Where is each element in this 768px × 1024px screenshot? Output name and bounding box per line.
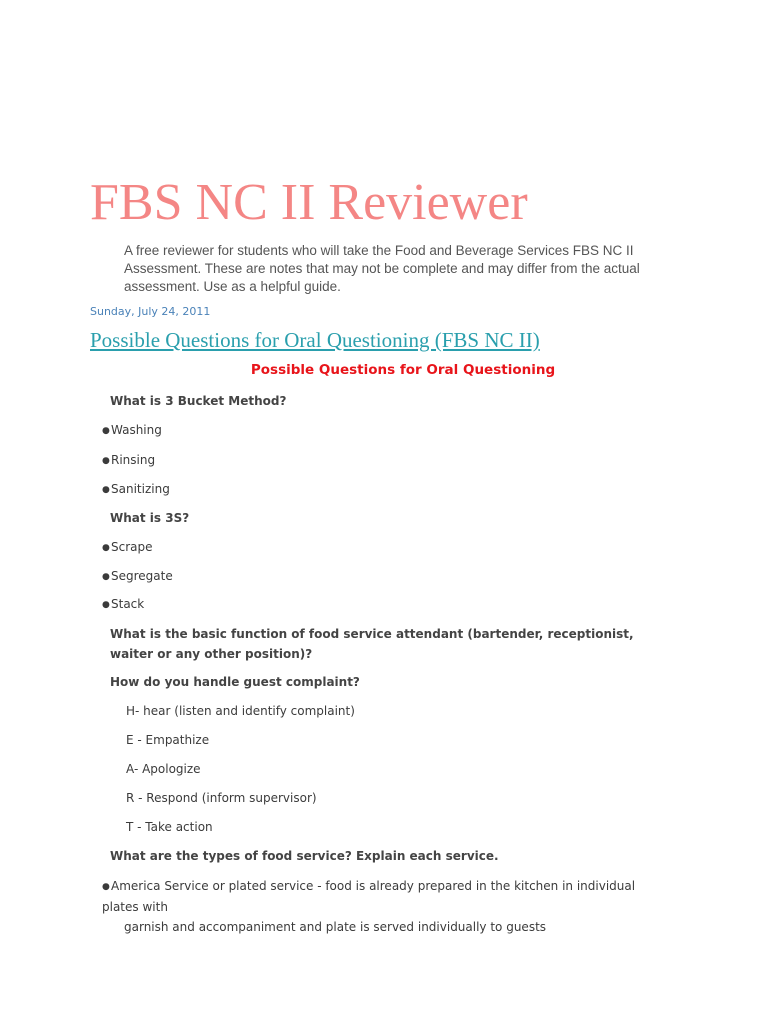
list-item-stack [102,594,144,615]
list-item-scrape [102,537,153,558]
blog-description: A free reviewer for students who will take the Food and Beverage Services FBS NC II Assessment. These are notes that may not be complete and may differ from the actual assessment. Use as a helpful guide. [124,243,640,294]
heart-item-e: E - Empathize [126,733,210,747]
list-item-label: Scrape [111,540,153,554]
list-item-washing [102,420,162,441]
service-line-2: garnish and accompaniment and plate is served individually to guests [124,920,547,934]
bullet-icon: ● [102,882,110,892]
bullet-icon: ● [102,600,110,610]
bullet-icon: ● [102,456,110,466]
service-line-1: America Service or plated service - food is already prepared in the kitchen in individual plates with [102,879,636,914]
list-item-sanitizing [102,479,170,500]
question-food-service-types: What are the types of food service? Explain each service. [110,849,499,863]
heart-item-h: H- hear (listen and identify complaint) [126,704,355,718]
heart-item-r: R - Respond (inform supervisor) [126,791,317,805]
list-item-segregate [102,566,173,587]
list-item-rinsing [102,450,155,471]
list-item-label: Stack [111,597,145,611]
question-guest-complaint: How do you handle guest complaint? [110,675,360,689]
heart-item-t: T - Take action [126,820,213,834]
blog-title[interactable]: FBS NC II Reviewer [90,174,528,231]
list-item-american-service [102,876,672,937]
list-item-label: Sanitizing [111,482,170,496]
post-title-link[interactable]: Possible Questions for Oral Questioning (FBS NC II) [90,328,540,352]
post-heading: Possible Questions for Oral Questioning [250,362,556,378]
heart-item-a: A- Apologize [126,762,201,776]
bullet-icon: ● [102,426,110,436]
list-item-label: Segregate [111,569,173,583]
question-basic-function: What is the basic function of food service attendant (bartender, receptionist, waiter or any other position)? [110,627,634,661]
bullet-icon: ● [102,543,110,553]
list-item-label: Washing [111,423,162,437]
question-bucket-method: What is 3 Bucket Method? [110,394,287,408]
bullet-icon: ● [102,485,110,495]
question-3s: What is 3S? [110,511,190,525]
post-date: Sunday, July 24, 2011 [90,305,211,318]
bullet-icon: ● [102,572,110,582]
list-item-label: Rinsing [111,453,156,467]
